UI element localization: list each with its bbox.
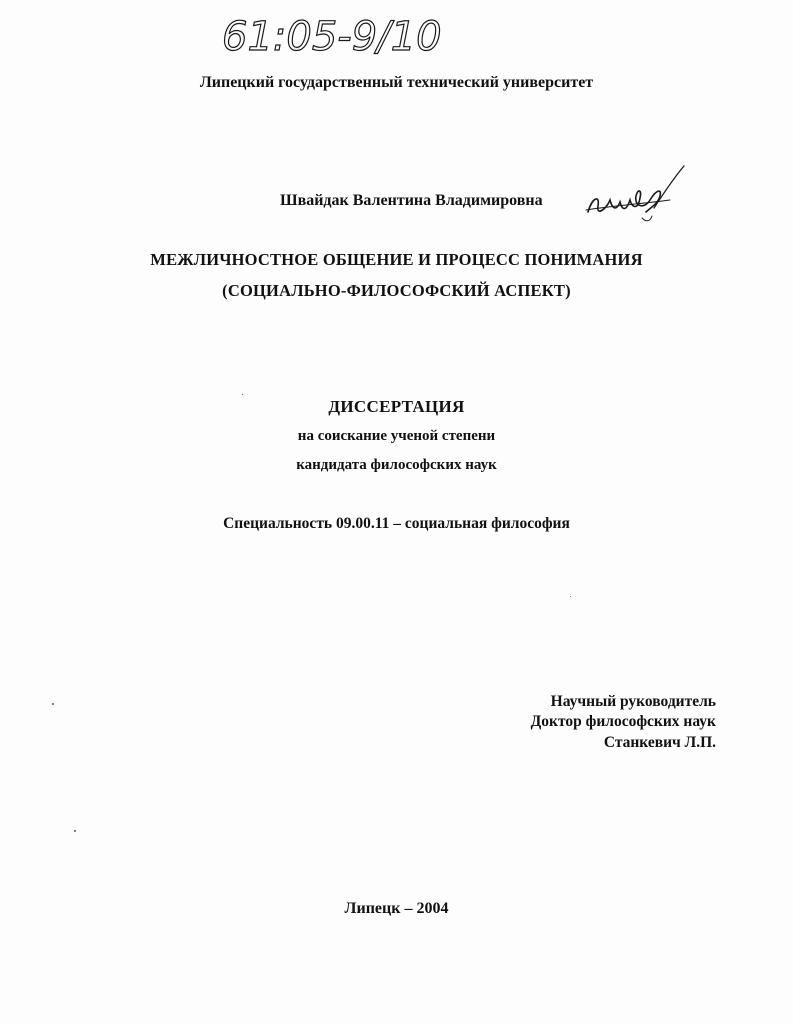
supervisor-degree: Доктор философских наук (530, 713, 716, 730)
svg-text:61:05-9/10: 61:05-9/10 (222, 14, 442, 60)
scan-speck (74, 830, 76, 832)
scan-speck (242, 394, 243, 395)
scan-speck (52, 703, 54, 705)
dissertation-title-line-1: МЕЖЛИЧНОСТНОЕ ОБЩЕНИЕ И ПРОЦЕСС ПОНИМАНИЯ (150, 250, 643, 269)
supervisor-name: Станкевич Л.П. (603, 734, 716, 751)
author-name: Швайдак Валентина Владимировна (280, 192, 543, 209)
handwritten-archive-number (218, 6, 448, 64)
university-name: Липецкий государственный технический университет (199, 74, 594, 91)
author-signature-icon (580, 160, 690, 230)
supervisor-role: Научный руководитель (550, 693, 716, 710)
city-and-year: Липецк – 2004 (344, 900, 449, 917)
degree-line-2: кандидата философских наук (296, 457, 497, 473)
document-type: ДИССЕРТАЦИЯ (328, 397, 465, 416)
dissertation-title-line-2: (СОЦИАЛЬНО-ФИЛОСОФСКИЙ АСПЕКТ) (222, 281, 571, 300)
specialty-line: Специальность 09.00.11 – социальная философия (223, 515, 570, 532)
degree-line-1: на соискание ученой степени (297, 428, 496, 444)
scan-speck (570, 596, 571, 597)
